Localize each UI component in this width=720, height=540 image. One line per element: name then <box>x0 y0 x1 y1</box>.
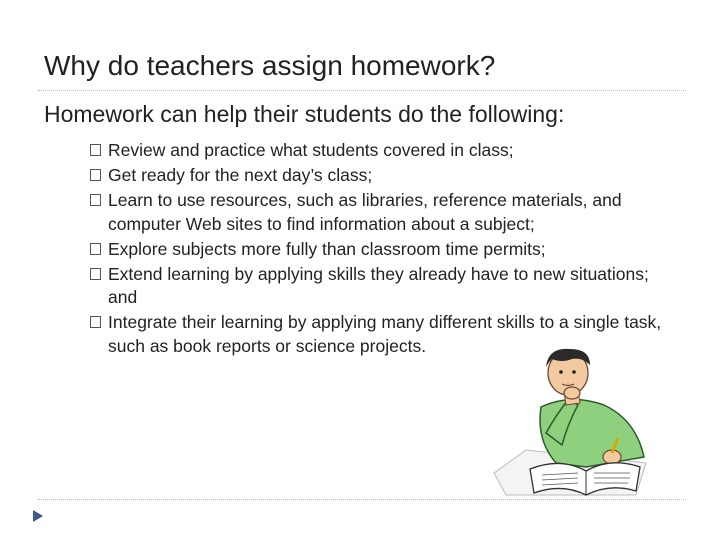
slide-title: Why do teachers assign homework? <box>44 50 496 81</box>
title-divider <box>38 90 686 91</box>
list-item <box>90 238 670 262</box>
checkbox-bullet-icon <box>90 194 101 206</box>
bullet-text: Integrate their learning by applying many different skills to a single task, such as book reports or science projects. <box>108 312 662 356</box>
student-thinking-over-book-icon <box>486 345 656 505</box>
list-item <box>90 189 670 236</box>
checkbox-bullet-icon <box>90 169 101 181</box>
bullet-text: Extend learning by applying skills they already have to new situations; and <box>108 263 649 307</box>
bullet-list <box>90 139 670 360</box>
next-slide-arrow-icon[interactable] <box>30 508 46 524</box>
bullet-text: Explore subjects more fully than classroom time permits; <box>108 238 546 259</box>
bullet-text: Get ready for the next day’s class; <box>108 165 373 185</box>
list-item <box>90 164 670 188</box>
list-item <box>90 263 670 310</box>
intro-text: Homework can help their students do the following: <box>44 101 565 127</box>
checkbox-bullet-icon <box>90 144 101 156</box>
footer-divider <box>38 499 686 500</box>
list-item <box>90 139 670 163</box>
checkbox-bullet-icon <box>90 316 101 328</box>
bullet-text: Review and practice what students covered in class; <box>108 140 514 160</box>
checkbox-bullet-icon <box>90 243 101 255</box>
bullet-text: Learn to use resources, such as libraries, reference materials, and computer Web sites to find information about a subject; <box>108 190 622 234</box>
checkbox-bullet-icon <box>90 268 101 280</box>
